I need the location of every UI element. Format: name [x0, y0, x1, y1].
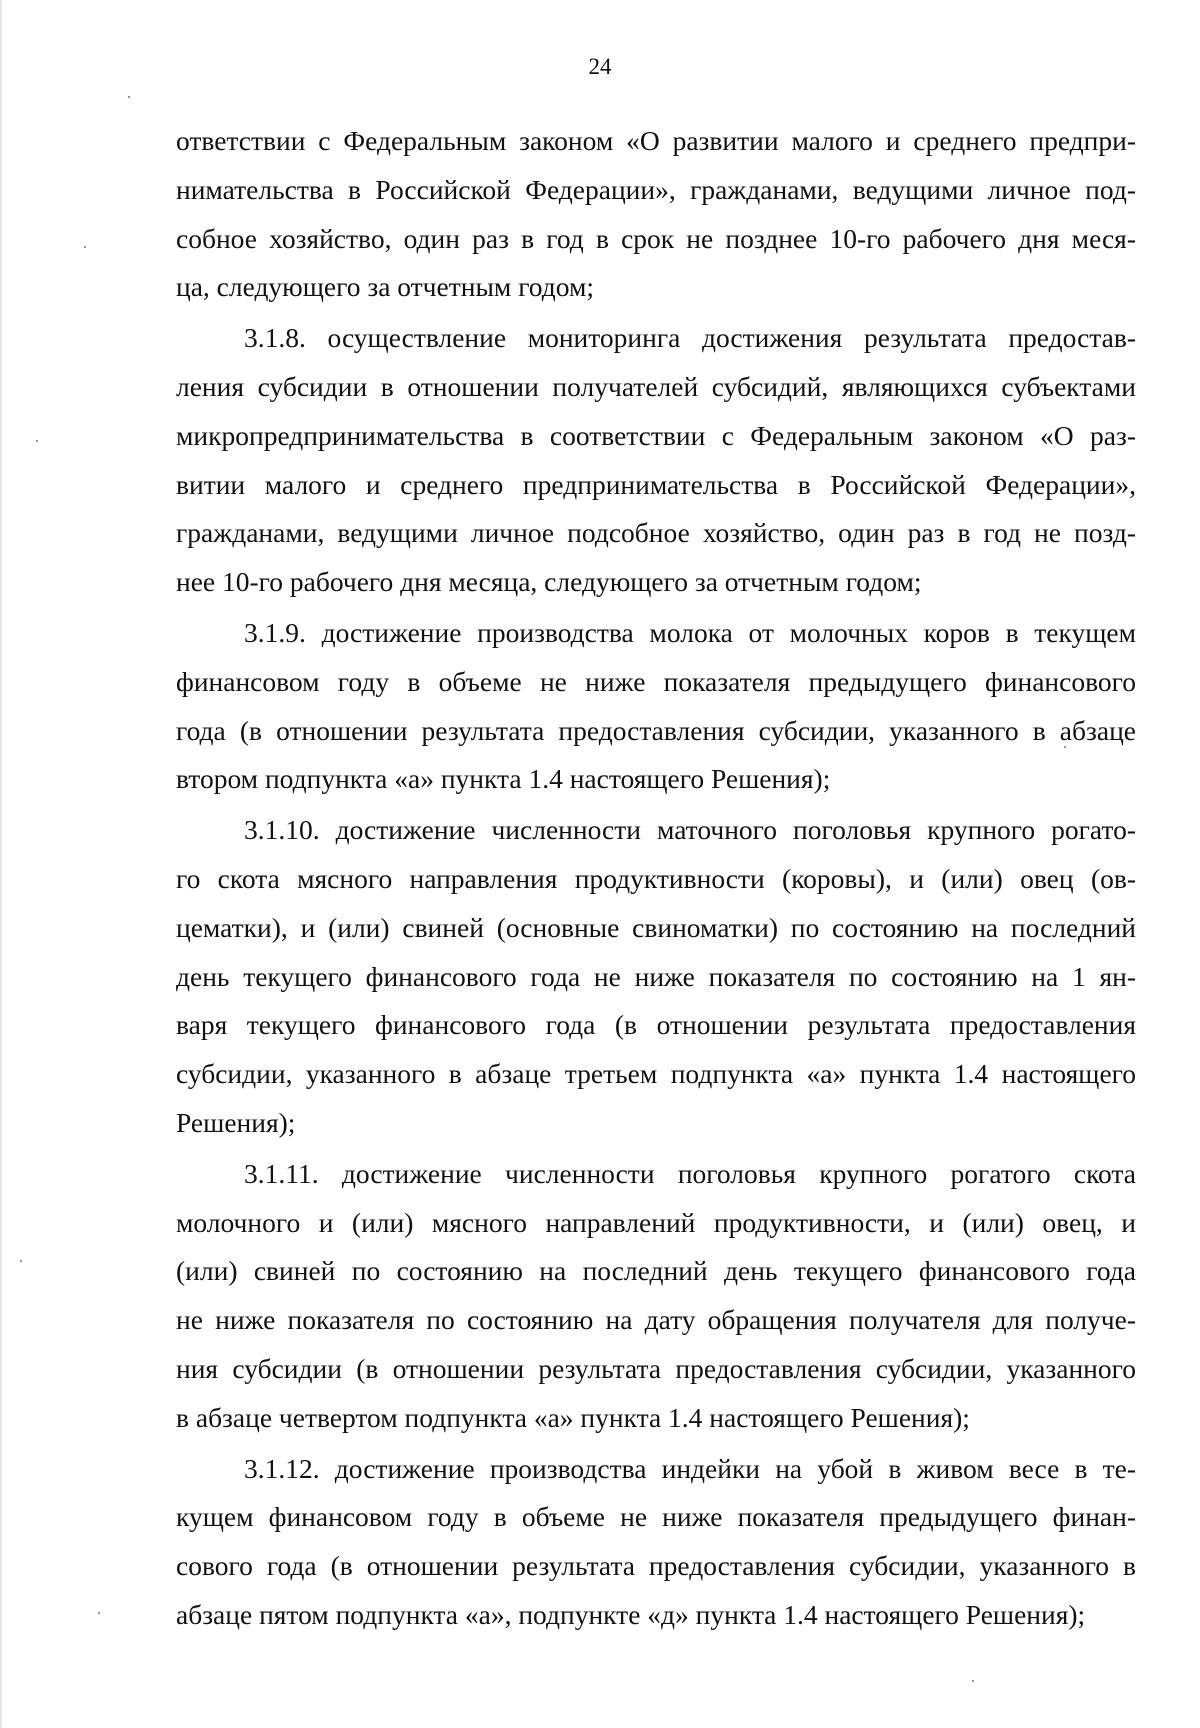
text-line: нее 10-го рабочего дня месяца, следующего за отчетным годом; [176, 566, 922, 598]
text-line: варя текущего финансового года (в отношении результата предоставления [176, 1009, 1136, 1041]
text-line: собное хозяйство, один раз в год в срок не позднее 10-го рабочего дня меся- [176, 222, 1136, 254]
paragraph [176, 314, 1136, 607]
text-line: финансовом году в объеме не ниже показателя предыдущего финансового [176, 665, 1136, 697]
text-line: гражданами, ведущими личное подсобное хозяйство, один раз в год не позд- [176, 517, 1136, 549]
text-line: (или) свиней по состоянию на последний день текущего финансового года [176, 1255, 1136, 1287]
text-line: витии малого и среднего предпринимательства в Российской Федерации», [176, 468, 1136, 500]
paragraph [176, 1150, 1136, 1443]
scan-speck [20, 1260, 22, 1262]
text-line: день текущего финансового года не ниже показателя по состоянию на 1 ян- [176, 960, 1136, 992]
text-line: 3.1.10. достижение численности маточного поголовья крупного рогато- [244, 814, 1136, 846]
text-line: Решения); [176, 1106, 296, 1138]
scan-speck [972, 1680, 974, 1682]
scan-speck [1064, 746, 1066, 748]
text-line: ления субсидии в отношении получателей субсидий, являющихся субъектами [176, 370, 1136, 402]
paragraph [176, 806, 1136, 1148]
text-line: 3.1.11. достижение численности поголовья крупного рогатого скота [244, 1157, 1136, 1189]
text-line: не ниже показателя по состоянию на дату обращения получателя для получе- [176, 1304, 1136, 1336]
scan-speck [84, 246, 86, 248]
text-line: 3.1.8. осуществление мониторинга достижения результата предостав- [244, 322, 1136, 354]
scan-speck [36, 440, 38, 442]
page-number: 24 [588, 54, 612, 79]
text-line: втором подпункта «а» пункта 1.4 настоящего Решения); [176, 763, 831, 795]
text-line: молочного и (или) мясного направлений продуктивности, и (или) овец, и [176, 1206, 1136, 1238]
text-line: го скота мясного направления продуктивности (коровы), и (или) овец (ов- [176, 862, 1136, 894]
paragraph [176, 1445, 1136, 1640]
text-line: субсидии, указанного в абзаце третьем подпункта «а» пункта 1.4 настоящего [176, 1058, 1136, 1090]
scan-speck [98, 1612, 100, 1614]
text-line: цематки), и (или) свиней (основные свиноматки) по состоянию на последний [176, 911, 1136, 943]
text-line: сового года (в отношении результата предоставления субсидии, указанного в [176, 1550, 1136, 1582]
text-line: года (в отношении результата предоставления субсидии, указанного в абзаце [176, 714, 1136, 746]
text-line: нимательства в Российской Федерации», гражданами, ведущими личное под- [176, 173, 1136, 205]
paragraph [176, 117, 1136, 312]
text-line: 3.1.9. достижение производства молока от молочных коров в текущем [244, 616, 1136, 648]
text-line: ния субсидии (в отношении результата предоставления субсидии, указанного [176, 1352, 1136, 1384]
text-line: ца, следующего за отчетным годом; [176, 271, 595, 303]
scan-edge [0, 0, 2, 1728]
scan-speck [128, 96, 130, 98]
text-line: кущем финансовом году в объеме не ниже показателя предыдущего финан- [176, 1501, 1136, 1533]
text-line: в абзаце четвертом подпункта «а» пункта 1.4 настоящего Решения); [176, 1401, 970, 1433]
text-line: микропредпринимательства в соответствии с Федеральным законом «О раз- [176, 419, 1136, 451]
paragraph [176, 609, 1136, 804]
document-body [176, 117, 1136, 1642]
text-line: абзаце пятом подпункта «а», подпункте «д» пункта 1.4 настоящего Решения); [176, 1598, 1086, 1630]
text-line: 3.1.12. достижение производства индейки на убой в живом весе в те- [244, 1452, 1136, 1484]
text-line: ответствии с Федеральным законом «О развитии малого и среднего предпри- [176, 125, 1136, 156]
